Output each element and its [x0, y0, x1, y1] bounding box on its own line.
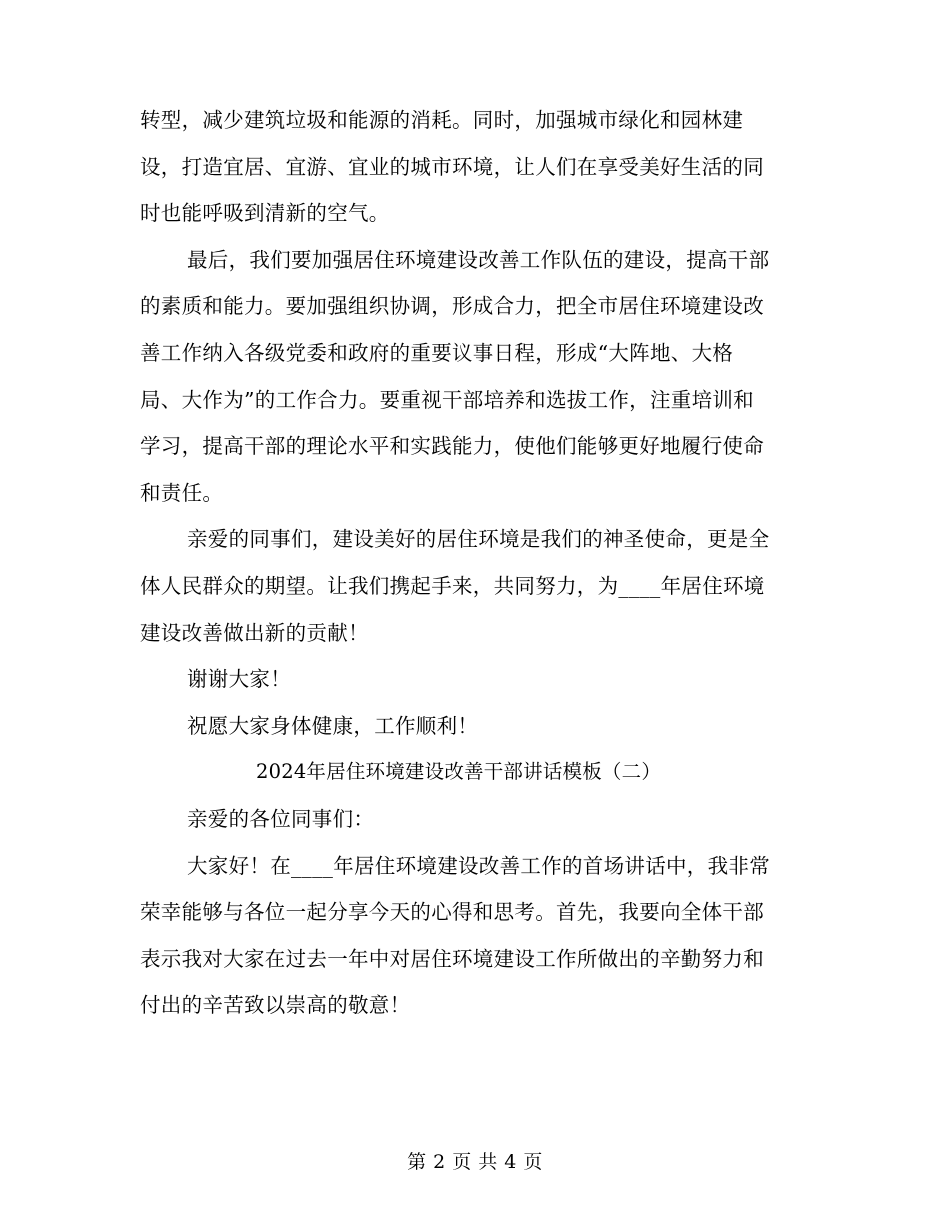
page-number-footer: 第 2 页 共 4 页 — [407, 1151, 543, 1173]
text-line: 建设改善做出新的贡献！ — [140, 620, 369, 645]
paragraph-first-line: 大家好！在____年居住环境建设改善工作的首场讲话中，我非常 — [187, 853, 770, 878]
paragraph-first-line: 最后，我们要加强居住环境建设改善工作队伍的建设，提高干部 — [187, 247, 770, 272]
text-line: 表示我对大家在过去一年中对居住环境建设工作所做出的辛勤努力和 — [140, 946, 764, 971]
text-line: 善工作纳入各级党委和政府的重要议事日程，形成“大阵地、大格 — [140, 340, 734, 365]
text-line: 学习，提高干部的理论水平和实践能力，使他们能够更好地履行使命 — [140, 434, 764, 459]
text-line: 转型，减少建筑垃圾和能源的消耗。同时，加强城市绿化和园林建 — [140, 108, 744, 132]
salutation: 亲爱的各位同事们： — [187, 806, 375, 831]
text-line: 设，打造宜居、宜游、宜业的城市环境，让人们在享受美好生活的同 — [140, 154, 764, 179]
text-line: 局、大作为”的工作合力。要重视干部培养和选拔工作，注重培训和 — [140, 387, 754, 412]
closing-wishes: 祝愿大家身体健康，工作顺利！ — [187, 713, 479, 738]
text-line: 时也能呼吸到清新的空气。 — [140, 201, 390, 226]
text-line: 体人民群众的期望。让我们携起手来，共同努力，为____年居住环境 — [140, 573, 765, 598]
document-body — [140, 97, 800, 1029]
text-line: 和责任。 — [140, 480, 224, 505]
paragraph-first-line: 亲爱的同事们，建设美好的居住环境是我们的神圣使命，更是全 — [187, 527, 770, 552]
text-line: 付出的辛苦致以崇高的敬意！ — [140, 993, 411, 1018]
text-line: 荣幸能够与各位一起分享今天的心得和思考。首先，我要向全体干部 — [140, 900, 764, 925]
section-heading: 2024年居住环境建设改善干部讲话模板（二） — [256, 760, 662, 784]
closing-thanks: 谢谢大家！ — [187, 667, 291, 692]
text-line: 的素质和能力。要加强组织协调，形成合力，把全市居住环境建设改 — [140, 294, 764, 319]
